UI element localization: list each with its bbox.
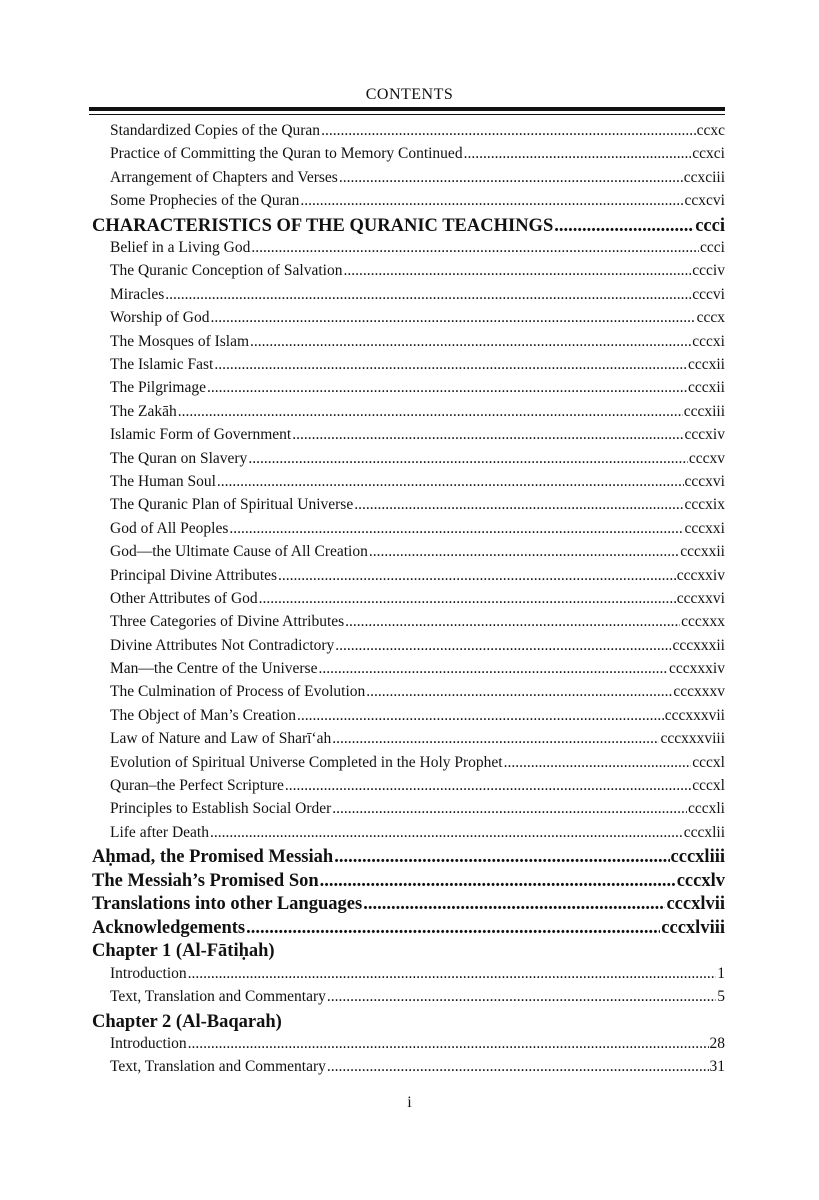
entry-title: Life after Death <box>110 823 209 841</box>
header-rule-thin <box>89 114 725 115</box>
dot-leader <box>345 613 680 631</box>
toc-entry <box>92 824 725 847</box>
entry-page-number: cccxix <box>684 496 725 514</box>
entry-page-number: 1 <box>717 964 725 982</box>
entry-page-number: cccxl <box>692 753 725 771</box>
dot-leader <box>246 918 660 939</box>
toc-entry <box>92 1058 725 1081</box>
dot-leader <box>188 965 717 983</box>
entry-page-number: ccciv <box>692 262 725 280</box>
entry-title: Practice of Committing the Quran to Memory Continued <box>110 145 463 163</box>
entry-title: The Quranic Conception of Salvation <box>110 262 343 280</box>
entry-page-number: cccxv <box>688 449 725 467</box>
entry-title: Arrangement of Chapters and Verses <box>110 168 338 186</box>
entry-page-number: cccxxxv <box>673 683 725 701</box>
toc-entry <box>92 403 725 426</box>
dot-leader <box>321 122 696 140</box>
entry-page-number: cccxxi <box>684 519 725 537</box>
dot-leader <box>504 754 692 772</box>
toc-entry <box>92 122 725 145</box>
entry-title: Other Attributes of God <box>110 589 258 607</box>
toc-entry <box>92 777 725 800</box>
dot-leader <box>229 520 683 538</box>
toc-entry <box>92 988 725 1011</box>
toc-entry <box>92 169 725 192</box>
dot-leader <box>332 800 687 818</box>
entry-title: Law of Nature and Law of Sharī‘ah <box>110 730 332 748</box>
entry-page-number: 31 <box>709 1058 725 1076</box>
entry-title: Chapter 2 (Al-Baqarah) <box>92 1011 282 1032</box>
entry-page-number: cccxl <box>692 777 725 795</box>
entry-title: Principles to Establish Social Order <box>110 800 332 818</box>
entry-page-number: cccxiv <box>684 426 725 444</box>
dot-leader <box>250 333 691 351</box>
dot-leader <box>318 660 668 678</box>
entry-title: The Quranic Plan of Spiritual Universe <box>110 496 354 514</box>
entry-title: Quran–the Perfect Scripture <box>110 777 284 795</box>
dot-leader <box>214 356 687 374</box>
entry-title: Belief in a Living God <box>110 239 251 257</box>
toc-entry <box>92 660 725 683</box>
dot-leader <box>320 871 676 892</box>
toc-entry <box>92 965 725 988</box>
header-rule-thick <box>89 107 725 111</box>
entry-title: The Quran on Slavery <box>110 449 248 467</box>
entry-page-number: cccxxx <box>681 613 725 631</box>
dot-leader <box>217 473 684 491</box>
entry-page-number: cccxxii <box>680 543 725 561</box>
toc-entry <box>92 496 725 519</box>
toc-entry <box>92 707 725 730</box>
entry-title: The Pilgrimage <box>110 379 206 397</box>
toc-entry <box>92 683 725 706</box>
toc-section-entry <box>92 847 725 871</box>
entry-page-number: cccxxxvii <box>664 706 725 724</box>
entry-page-number: ccci <box>700 239 725 257</box>
toc-section-entry <box>92 918 725 942</box>
entry-page-number: ccci <box>695 215 725 236</box>
toc-entry <box>92 450 725 473</box>
entry-title: The Zakāh <box>110 402 177 420</box>
toc-entry <box>92 262 725 285</box>
dot-leader <box>363 894 665 915</box>
entry-title: Some Prophecies of the Quran <box>110 192 300 210</box>
entry-title: The Object of Man’s Creation <box>110 706 296 724</box>
dot-leader <box>251 239 699 257</box>
toc-entry <box>92 754 725 777</box>
dot-leader <box>210 824 683 842</box>
entry-page-number: 28 <box>709 1035 725 1052</box>
entry-page-number: cccxii <box>687 379 725 397</box>
dot-leader <box>334 847 669 868</box>
dot-leader <box>354 496 683 514</box>
entry-page-number: cccxiii <box>683 402 725 420</box>
entry-page-number: cccxvi <box>684 472 725 490</box>
toc-entry <box>92 356 725 379</box>
entry-title: Evolution of Spiritual Universe Completed in the Holy Prophet <box>110 753 503 771</box>
entry-page-number: cccxxxiv <box>669 660 725 678</box>
toc-entry <box>92 1035 725 1058</box>
entry-title: The Islamic Fast <box>110 356 214 374</box>
dot-leader <box>278 567 676 585</box>
entry-page-number: cccxli <box>687 800 725 818</box>
dot-leader <box>285 777 691 795</box>
entry-title: Text, Translation and Commentary <box>110 1058 326 1076</box>
entry-page-number: cccxii <box>687 356 725 374</box>
entry-title: Worship of God <box>110 309 210 327</box>
entry-title: Divine Attributes Not Contradictory <box>110 636 335 654</box>
entry-page-number: cccxxvi <box>676 589 725 607</box>
entry-page-number: cccxxxii <box>672 636 725 654</box>
toc-entry <box>92 145 725 168</box>
dot-leader <box>297 707 664 725</box>
entry-page-number: cccxi <box>692 332 725 350</box>
entry-page-number: 5 <box>717 988 725 1006</box>
dot-leader <box>259 590 676 608</box>
entry-page-number: cccxliii <box>670 847 725 868</box>
toc-entry <box>92 567 725 590</box>
page-number: i <box>407 1094 412 1111</box>
entry-page-number: cccvi <box>692 285 725 303</box>
dot-leader <box>339 169 683 187</box>
entry-title: The Mosques of Islam <box>110 332 250 350</box>
dot-leader <box>188 1035 709 1053</box>
entry-title: Principal Divine Attributes <box>110 566 278 584</box>
toc-entry <box>92 520 725 543</box>
dot-leader <box>300 192 683 210</box>
entry-title: The Human Soul <box>110 472 216 490</box>
entry-title: Introduction <box>110 1035 187 1052</box>
entry-title: Translations into other Languages <box>92 894 363 915</box>
dot-leader <box>165 286 691 304</box>
entry-title: Introduction <box>110 964 187 982</box>
dot-leader <box>369 543 679 561</box>
dot-leader <box>292 426 683 444</box>
toc-entry <box>92 800 725 823</box>
toc-entry <box>92 730 725 753</box>
entry-title: God—the Ultimate Cause of All Creation <box>110 543 368 561</box>
entry-page-number: cccxlii <box>683 823 725 841</box>
entry-title: Miracles <box>110 285 165 303</box>
entry-page-number: cccxlv <box>676 870 725 891</box>
entry-title: Text, Translation and Commentary <box>110 988 326 1006</box>
toc-section-entry <box>92 894 725 918</box>
chapter-heading <box>92 1012 725 1036</box>
toc-entry <box>92 286 725 309</box>
entry-page-number: ccxcvi <box>684 192 725 210</box>
toc-section-entry <box>92 871 725 895</box>
dot-leader <box>343 262 691 280</box>
dot-leader <box>327 1058 709 1076</box>
dot-leader <box>207 379 687 397</box>
entry-title: Islamic Form of Government <box>110 426 292 444</box>
toc-entry <box>92 473 725 496</box>
entry-title: God of All Peoples <box>110 519 229 537</box>
entry-title: Three Categories of Divine Attributes <box>110 613 345 631</box>
toc-entry <box>92 192 725 215</box>
entry-page-number: cccxxiv <box>676 566 725 584</box>
entry-title: Chapter 1 (Al-Fātiḥah) <box>92 941 275 962</box>
dot-leader <box>332 730 659 748</box>
toc-entry <box>92 379 725 402</box>
entry-title: The Culmination of Process of Evolution <box>110 683 366 701</box>
entry-title: Aḥmad, the Promised Messiah <box>92 847 334 868</box>
entry-page-number: cccxxxviii <box>660 730 725 748</box>
toc-entry <box>92 426 725 449</box>
dot-leader <box>554 216 694 237</box>
toc-entry <box>92 590 725 613</box>
running-header: CONTENTS <box>365 86 454 103</box>
entry-page-number: cccxlviii <box>661 917 725 938</box>
entry-page-number: cccxlvii <box>666 894 725 915</box>
dot-leader <box>211 309 696 327</box>
dot-leader <box>464 145 692 163</box>
toc-entry <box>92 309 725 332</box>
entry-page-number: ccxciii <box>683 168 725 186</box>
entry-page-number: ccxc <box>696 122 725 139</box>
toc-entry <box>92 333 725 356</box>
dot-leader <box>178 403 683 421</box>
dot-leader <box>327 988 716 1006</box>
dot-leader <box>335 637 671 655</box>
toc-entry <box>92 239 725 262</box>
dot-leader <box>366 683 672 701</box>
entry-title: Acknowledgements <box>92 917 246 938</box>
entry-page-number: cccx <box>696 309 725 327</box>
entry-title: Man—the Centre of the Universe <box>110 660 318 678</box>
toc-entry <box>92 637 725 660</box>
entry-title: The Messiah’s Promised Son <box>92 870 319 891</box>
table-of-contents <box>92 122 725 1082</box>
toc-entry <box>92 613 725 636</box>
entry-title: Standardized Copies of the Quran <box>110 122 321 139</box>
entry-page-number: ccxci <box>692 145 725 163</box>
toc-entry <box>92 543 725 566</box>
chapter-heading <box>92 941 725 965</box>
toc-section-entry <box>92 216 725 240</box>
entry-title: CHARACTERISTICS OF THE QURANIC TEACHINGS <box>92 215 554 236</box>
dot-leader <box>248 450 688 468</box>
